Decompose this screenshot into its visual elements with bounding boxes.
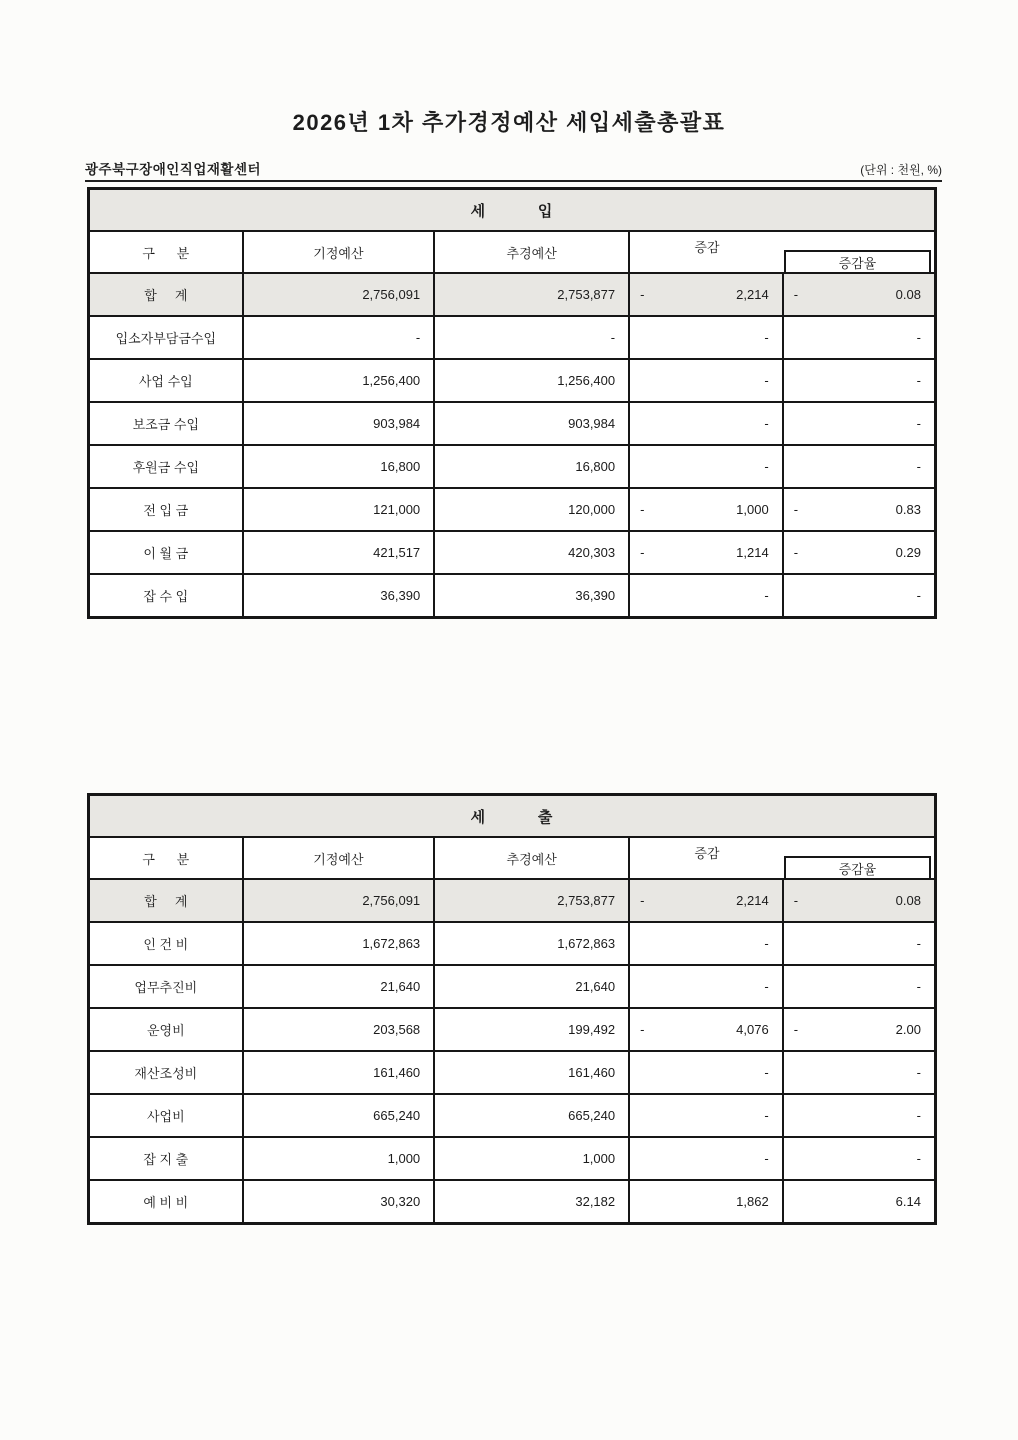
header-cell-base-budget: 기정예산 xyxy=(244,232,436,272)
category-cell: 이 월 금 xyxy=(90,532,244,573)
change-cell xyxy=(630,923,784,964)
table-row xyxy=(90,1095,934,1138)
minus-sign: - xyxy=(640,893,645,908)
cell-value: - xyxy=(764,979,769,994)
cell-value: - xyxy=(916,416,921,431)
cell-value: - xyxy=(764,459,769,474)
minus-sign: - xyxy=(793,502,799,517)
base-budget-cell: 16,800 xyxy=(244,446,436,487)
change-rate-cell xyxy=(784,317,934,358)
cell-value: - xyxy=(916,979,921,994)
revised-budget-cell: 2,753,877 xyxy=(435,274,630,315)
minus-sign: - xyxy=(793,1022,799,1037)
change-cell xyxy=(630,360,784,401)
base-budget-cell: 21,640 xyxy=(244,966,436,1007)
category-cell: 예 비 비 xyxy=(90,1181,244,1222)
change-rate-cell xyxy=(784,575,934,616)
change-cell xyxy=(630,403,784,444)
revised-budget-cell: 199,492 xyxy=(435,1009,630,1050)
table-row xyxy=(90,317,934,360)
table-row xyxy=(90,575,934,616)
cell-value: 1,862 xyxy=(736,1194,769,1209)
base-budget-cell: 36,390 xyxy=(244,575,436,616)
cell-value: - xyxy=(764,330,769,345)
page-title: 2026년 1차 추가경정예산 세입세출총괄표 xyxy=(292,110,726,135)
base-budget-cell: 203,568 xyxy=(244,1009,436,1050)
cell-value: 1,000 xyxy=(736,502,769,517)
change-cell xyxy=(630,1095,784,1136)
header-cell-change-group xyxy=(630,232,934,272)
category-cell: 잡 지 출 xyxy=(90,1138,244,1179)
revised-budget-cell: 1,000 xyxy=(435,1138,630,1179)
header-cell-change-group xyxy=(630,838,934,878)
revised-budget-cell: 903,984 xyxy=(435,403,630,444)
category-cell: 입소자부담금수입 xyxy=(90,317,244,358)
cell-value: - xyxy=(764,373,769,388)
header-cell-revised-budget: 추경예산 xyxy=(435,838,630,878)
base-budget-cell: - xyxy=(244,317,436,358)
table-title-band: 세 출 xyxy=(90,796,934,838)
cell-value: - xyxy=(916,1108,921,1123)
category-cell: 잡 수 입 xyxy=(90,575,244,616)
table-row xyxy=(90,446,934,489)
table-header-row xyxy=(90,838,934,880)
change-rate-cell xyxy=(784,532,934,573)
revised-budget-cell: 21,640 xyxy=(435,966,630,1007)
header-cell-change: 증감 xyxy=(694,846,720,862)
change-rate-cell xyxy=(784,1009,934,1050)
table-row xyxy=(90,403,934,446)
change-rate-cell xyxy=(784,923,934,964)
org-name: 광주북구장애인직업재활센터 xyxy=(85,162,262,177)
change-rate-cell xyxy=(784,446,934,487)
change-cell xyxy=(630,489,784,530)
change-rate-cell xyxy=(784,966,934,1007)
revised-budget-cell: 1,672,863 xyxy=(435,923,630,964)
cell-value: 2.00 xyxy=(895,1022,921,1037)
minus-sign: - xyxy=(640,1022,645,1037)
table-title-band: 세 입 xyxy=(90,190,934,232)
change-rate-cell xyxy=(784,1052,934,1093)
subheader xyxy=(85,158,942,182)
table-row xyxy=(90,1181,934,1222)
revenue-table xyxy=(87,187,937,619)
change-rate-cell xyxy=(784,1095,934,1136)
change-cell xyxy=(630,274,784,315)
change-rate-cell xyxy=(784,360,934,401)
base-budget-cell: 421,517 xyxy=(244,532,436,573)
minus-sign: - xyxy=(640,502,645,517)
cell-value: - xyxy=(764,1065,769,1080)
change-cell xyxy=(630,966,784,1007)
change-cell xyxy=(630,532,784,573)
change-cell xyxy=(630,446,784,487)
revised-budget-cell: 420,303 xyxy=(435,532,630,573)
base-budget-cell: 665,240 xyxy=(244,1095,436,1136)
category-cell: 합 계 xyxy=(90,880,244,921)
table-row xyxy=(90,966,934,1009)
cell-value: - xyxy=(916,936,921,951)
cell-value: 0.08 xyxy=(895,287,921,302)
category-cell: 후원금 수입 xyxy=(90,446,244,487)
cell-value: - xyxy=(916,1065,921,1080)
table-row xyxy=(90,1138,934,1181)
cell-value: - xyxy=(764,588,769,603)
unit-note: (단위 : 천원, %) xyxy=(860,163,942,177)
base-budget-cell: 1,672,863 xyxy=(244,923,436,964)
cell-value: - xyxy=(764,1108,769,1123)
cell-value: - xyxy=(916,373,921,388)
table-row xyxy=(90,360,934,403)
cell-value: 2,214 xyxy=(736,287,769,302)
change-cell xyxy=(630,317,784,358)
base-budget-cell: 2,756,091 xyxy=(244,880,436,921)
category-cell: 인 건 비 xyxy=(90,923,244,964)
cell-value: - xyxy=(916,1151,921,1166)
revised-budget-cell: 16,800 xyxy=(435,446,630,487)
minus-sign: - xyxy=(640,287,645,302)
header-cell-category: 구 분 xyxy=(90,838,244,878)
table-row xyxy=(90,923,934,966)
change-cell xyxy=(630,1009,784,1050)
revised-budget-cell: 2,753,877 xyxy=(435,880,630,921)
cell-value: 4,076 xyxy=(736,1022,769,1037)
revised-budget-cell: 1,256,400 xyxy=(435,360,630,401)
minus-sign: - xyxy=(640,545,645,560)
change-cell xyxy=(630,575,784,616)
expenditure-table xyxy=(87,793,937,1225)
cell-value: 0.08 xyxy=(895,893,921,908)
category-cell: 재산조성비 xyxy=(90,1052,244,1093)
change-cell xyxy=(630,1181,784,1222)
cell-value: 2,214 xyxy=(736,893,769,908)
table-row xyxy=(90,489,934,532)
category-cell: 보조금 수입 xyxy=(90,403,244,444)
cell-value: 1,214 xyxy=(736,545,769,560)
base-budget-cell: 121,000 xyxy=(244,489,436,530)
header-cell-category: 구 분 xyxy=(90,232,244,272)
change-cell xyxy=(630,1052,784,1093)
change-rate-cell xyxy=(784,489,934,530)
category-cell: 업무추진비 xyxy=(90,966,244,1007)
cell-value: - xyxy=(916,330,921,345)
revised-budget-cell: 120,000 xyxy=(435,489,630,530)
category-cell: 사업 수입 xyxy=(90,360,244,401)
change-rate-cell xyxy=(784,1181,934,1222)
minus-sign: - xyxy=(793,287,799,302)
table-header-row xyxy=(90,232,934,274)
base-budget-cell: 161,460 xyxy=(244,1052,436,1093)
cell-value: - xyxy=(916,588,921,603)
base-budget-cell: 30,320 xyxy=(244,1181,436,1222)
base-budget-cell: 2,756,091 xyxy=(244,274,436,315)
revised-budget-cell: 161,460 xyxy=(435,1052,630,1093)
header-cell-revised-budget: 추경예산 xyxy=(435,232,630,272)
minus-sign: - xyxy=(793,893,799,908)
change-rate-cell xyxy=(784,880,934,921)
cell-value: 0.83 xyxy=(895,502,921,517)
category-cell: 합 계 xyxy=(90,274,244,315)
table-row xyxy=(90,880,934,923)
minus-sign: - xyxy=(793,545,799,560)
category-cell: 전 입 금 xyxy=(90,489,244,530)
category-cell: 사업비 xyxy=(90,1095,244,1136)
change-rate-cell xyxy=(784,274,934,315)
cell-value: - xyxy=(764,1151,769,1166)
base-budget-cell: 1,256,400 xyxy=(244,360,436,401)
revised-budget-cell: 665,240 xyxy=(435,1095,630,1136)
base-budget-cell: 903,984 xyxy=(244,403,436,444)
header-cell-base-budget: 기정예산 xyxy=(244,838,436,878)
revised-budget-cell: - xyxy=(435,317,630,358)
cell-value: - xyxy=(916,459,921,474)
change-rate-cell xyxy=(784,1138,934,1179)
change-cell xyxy=(630,1138,784,1179)
table-row xyxy=(90,1009,934,1052)
base-budget-cell: 1,000 xyxy=(244,1138,436,1179)
table-row xyxy=(90,274,934,317)
change-rate-cell xyxy=(784,403,934,444)
cell-value: 6.14 xyxy=(895,1194,921,1209)
header-cell-change: 증감 xyxy=(694,240,720,256)
header-cell-change-rate: 증감율 xyxy=(784,856,931,878)
table-row xyxy=(90,1052,934,1095)
revised-budget-cell: 36,390 xyxy=(435,575,630,616)
cell-value: - xyxy=(764,936,769,951)
cell-value: 0.29 xyxy=(895,545,921,560)
header-cell-change-rate: 증감율 xyxy=(784,250,931,272)
cell-value: - xyxy=(764,416,769,431)
table-row xyxy=(90,532,934,575)
change-cell xyxy=(630,880,784,921)
category-cell: 운영비 xyxy=(90,1009,244,1050)
revised-budget-cell: 32,182 xyxy=(435,1181,630,1222)
